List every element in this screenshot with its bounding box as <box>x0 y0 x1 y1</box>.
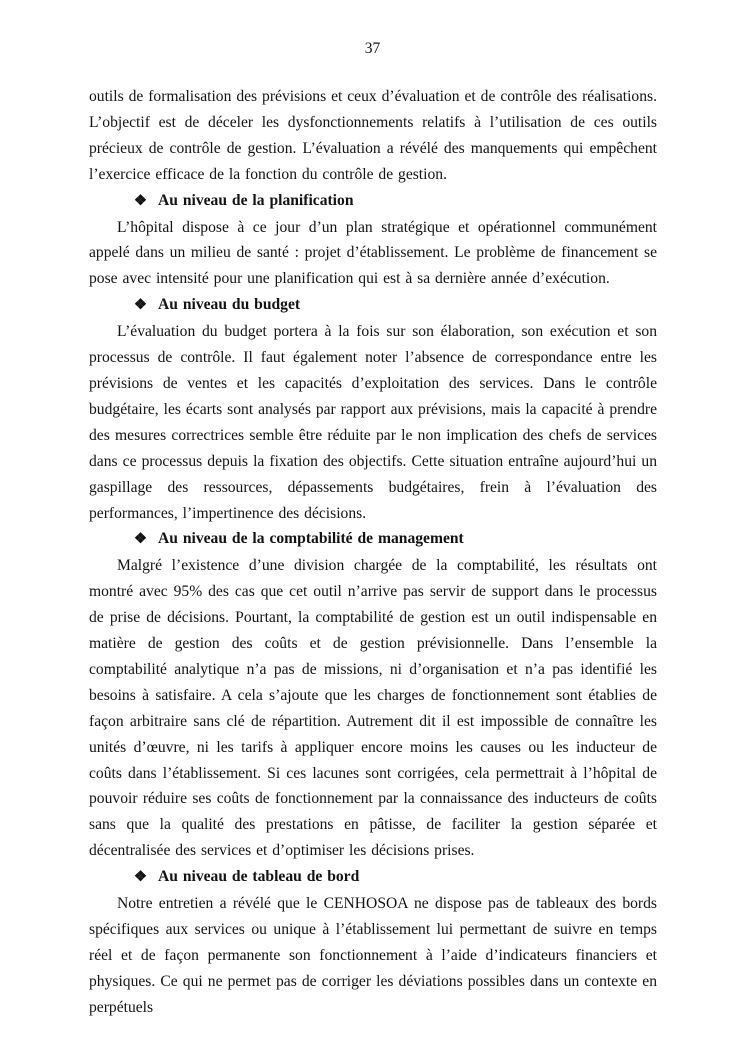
section-heading-label: Au niveau de tableau de bord <box>158 868 360 886</box>
body-paragraph: Malgré l’existence d’une division chargée de la comptabilité, les résultats ont montré avec 95% des cas que cet outil n’arrive pas servir de support dans le processus de prise de décisions. Pourtant, la comptabilité de gestion est un outil indispensable en matière de gestion des coûts et de gestion prévisionnelle. Dans l’ensemble la comptabilité analytique n’a pas de missions, ni d’organisation et n’a pas identifié les besoins à satisfaire. A cela s’ajoute que les charges de fonctionnement sont établies de façon arbitraire sans clé de répartition. Autrement dit il est impossible de connaître les unités d’œuvre, ni les tarifs à appliquer encore moins les causes ou les inducteur de coûts dans l’établissement. Si ces lacunes sont corrigées, cela permettrait à l’hôpital de pouvoir réduire ses coûts de fonctionnement par la connaissance des inducteurs de coûts sans que la qualité des prestations en pâtisse, de faciliter la gestion séparée et décentralisée des services et d’optimiser les décisions prises. <box>89 557 657 860</box>
page-number: 37 <box>364 40 381 57</box>
body-paragraph: L’hôpital dispose à ce jour d’un plan stratégique et opérationnel communément appelé dans un milieu de santé : projet d’établissement. Le problème de financement se pose avec intensité pour une planification qui est à sa dernière année d’exécution. <box>89 218 657 288</box>
section-heading <box>89 864 657 891</box>
section-heading-label: Au niveau de la planification <box>158 191 354 209</box>
section-heading-label: Au niveau de la comptabilité de management <box>158 530 464 548</box>
diamond-bullet-icon: ❖ <box>134 531 147 548</box>
section-heading <box>89 188 657 215</box>
diamond-bullet-icon: ❖ <box>134 192 147 209</box>
body-paragraph: outils de formalisation des prévisions et ceux d’évaluation et de contrôle des réalisations. L’objectif est de déceler les dysfonctionnements relatifs à l’utilisation de ces outils précieux de contrôle de gestion. L’évaluation a révélé des manquements qui empêchent l’exercice efficace de la fonction du contrôle de gestion. <box>89 88 657 183</box>
document-body <box>89 84 657 1021</box>
diamond-bullet-icon: ❖ <box>134 297 147 314</box>
section-heading-label: Au niveau du budget <box>158 296 301 314</box>
diamond-bullet-icon: ❖ <box>134 869 147 886</box>
body-paragraph: Notre entretien a révélé que le CENHOSOA ne dispose pas de tableaux des bords spécifiques aux services ou unique à l’établissement lui permettant de suivre en temps réel et de façon permanente son fonctionnement à l’aide d’indicateurs financiers et physiques. Ce qui ne permet pas de corriger les déviations possibles dans un contexte en perpétuels <box>89 895 657 1016</box>
body-paragraph: L’évaluation du budget portera à la fois sur son élaboration, son exécution et son processus de contrôle. Il faut également noter l’absence de correspondance entre les prévisions de ventes et les capacités d’exploitation des services. Dans le contrôle budgétaire, les écarts sont analysés par rapport aux prévisions, mais la capacité à prendre des mesures correctrices semble être réduite par le non implication des chefs de services dans ce processus depuis la fixation des objectifs. Cette situation entraîne aujourd’hui un gaspillage des ressources, dépassements budgétaires, frein à l’évaluation des performances, l’impertinence des décisions. <box>89 323 657 522</box>
section-heading <box>89 526 657 553</box>
section-heading <box>89 292 657 319</box>
